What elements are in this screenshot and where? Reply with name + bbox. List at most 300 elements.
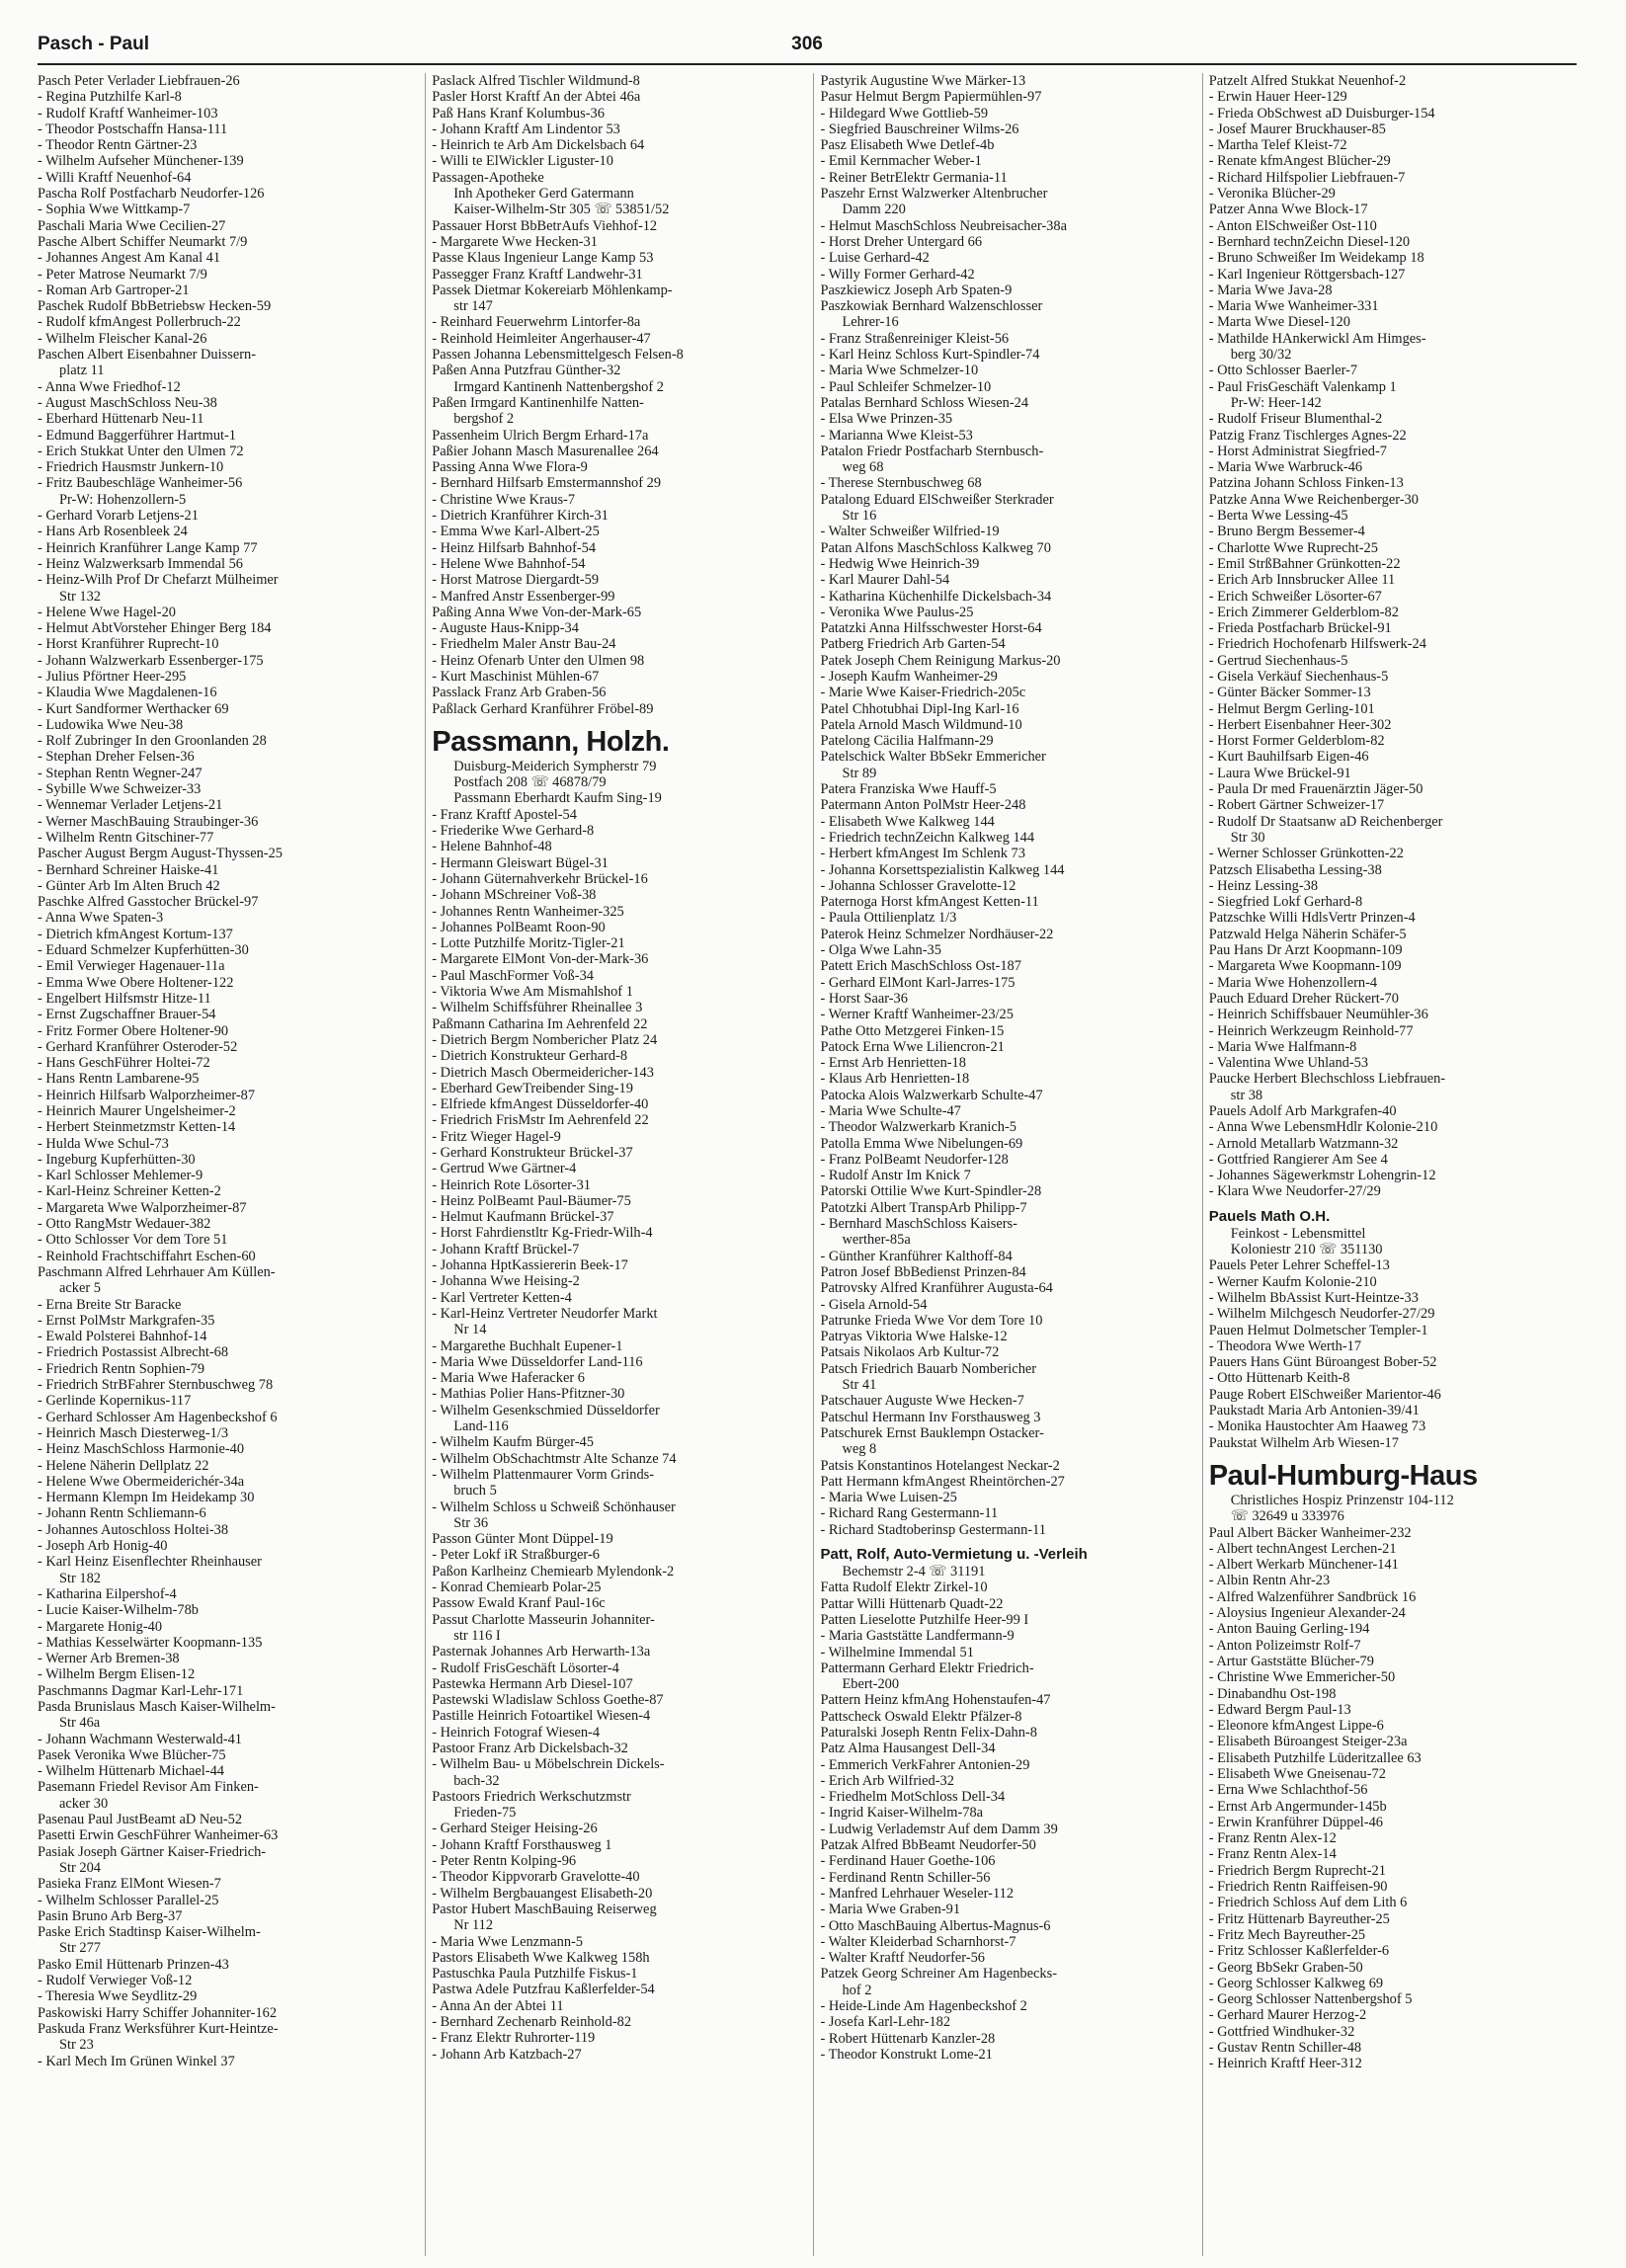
entry: - Karl Vertreter Ketten-4 [432,1289,572,1306]
entry: - Friedrich Postassist Albrecht-68 [38,1344,229,1361]
entry: - Heinrich Masch Diesterweg-1/3 [38,1424,229,1441]
entry: - Eberhard GewTreibender Sing-19 [432,1080,633,1096]
entry: - Walter Kraftf Neudorfer-56 [820,1950,985,1967]
entry: Pauen Helmut Dolmetscher Templer-1 [1208,1322,1428,1338]
entry: - Johannes PolBeamt Roon-90 [432,919,606,935]
entry: - Ernst PolMstr Markgrafen-35 [38,1312,215,1329]
entry: - Rudolf Kraftf Wanheimer-103 [38,105,218,122]
entry: Patalas Bernhard Schloss Wiesen-24 [820,394,1029,411]
entry: - Heinrich Maurer Ungelsheimer-2 [38,1103,236,1119]
entry: - Friedrich Schloss Auf dem Lith 6 [1208,1895,1408,1911]
entry: - Johannes Rentn Wanheimer-325 [432,903,624,920]
entry: - Franz Rentn Alex-12 [1208,1830,1337,1847]
entry: Pasche Albert Schiffer Neumarkt 7/9 [38,233,248,250]
entry-continuation: Str 46a [59,1715,101,1732]
running-head: Pasch - Paul [38,34,149,54]
entry: - Veronika Blücher-29 [1208,186,1336,202]
entry: Patera Franziska Wwe Hauff-5 [820,781,997,798]
entry: - Berta Wwe Lessing-45 [1208,508,1348,525]
entry: Patsch Friedrich Bauarb Nombericher [820,1360,1037,1377]
entry: - Elisabeth Wwe Gneisenau-72 [1208,1765,1386,1782]
entry: - Bernhard MaschSchloss Kaisers- [820,1216,1017,1233]
entry: - Horst Fahrdienstltr Kg-Friedr-Wilh-4 [432,1225,653,1242]
entry: - Werner Schlosser Grünkotten-22 [1208,846,1404,862]
entry: - Wilhelm Bergm Elisen-12 [38,1666,196,1683]
entry-continuation: Str 277 [59,1940,101,1957]
entry: - Otto Schlosser Vor dem Tore 51 [38,1232,228,1249]
entry-continuation: str 116 I [453,1627,501,1644]
entry: - Theodor Rentn Gärtner-23 [38,137,198,154]
entry: - Hermann Gleiswart Bügel-31 [432,854,609,871]
entry: - Horst Dreher Untergard 66 [820,233,983,250]
entry: - Paul Schleifer Schmelzer-10 [820,378,992,395]
entry: Passow Ewald Kranf Paul-16c [432,1595,606,1612]
entry: - Fritz Schlosser Kaßlerfelder-6 [1208,1943,1390,1960]
entry: - Bruno Schweißer Im Weidekamp 18 [1208,250,1424,267]
entry-continuation: Str 23 [59,2037,94,2054]
entry: - Rudolf Verwieger Voß-12 [38,1973,193,1989]
entry-continuation: Pr-W: Heer-142 [1230,394,1322,411]
entry: - Friedrich Rentn Raiffeisen-90 [1208,1879,1388,1896]
entry: Pascher August Bergm August-Thyssen-25 [38,846,283,862]
entry: Patzina Johann Schloss Finken-13 [1208,475,1404,492]
entry: - Martha Telef Kleist-72 [1208,137,1347,154]
entry: Pastyrik Augustine Wwe Märker-13 [820,73,1026,89]
entry: Patten Lieselotte Putzhilfe Heer-99 I [820,1611,1029,1628]
entry: Pasek Veronika Wwe Blücher-75 [38,1746,226,1763]
entry: - Paula Dr med Frauenärztin Jäger-50 [1208,781,1423,798]
entry: - Rolf Zubringer In den Groonlanden 28 [38,733,267,750]
entry: Paschek Rudolf BbBetriebsw Hecken-59 [38,298,272,315]
page-header [38,30,1577,65]
entry: - Gisela Arnold-54 [820,1296,928,1313]
entry: - Karl Schlosser Mehlemer-9 [38,1168,203,1184]
entry: - Valentina Wwe Uhland-53 [1208,1055,1369,1072]
entry: - Fritz Mech Bayreuther-25 [1208,1926,1366,1943]
entry: - Bernhard technZeichn Diesel-120 [1208,233,1411,250]
entry: Patzke Anna Wwe Reichenberger-30 [1208,491,1419,508]
entry: Paul Albert Bäcker Wanheimer-232 [1208,1524,1412,1541]
entry-continuation: bach-32 [453,1772,500,1789]
entry: Patolla Emma Wwe Nibelungen-69 [820,1135,1023,1152]
entry: Paßlack Gerhard Kranführer Fröbel-89 [432,700,654,717]
entry: - Maria Wwe Halfmann-8 [1208,1038,1357,1055]
entry: - Gottfried Rangierer Am See 4 [1208,1151,1388,1168]
entry: - Christine Wwe Kraus-7 [432,491,576,508]
entry: Paukstadt Maria Arb Antonien-39/41 [1208,1403,1420,1419]
entry: - Karl Maurer Dahl-54 [820,572,950,589]
entry: - Wilhelm BbAssist Kurt-Heintze-33 [1208,1289,1419,1306]
entry-continuation: Duisburg-Meiderich Sympherstr 79 [453,758,657,774]
entry: Paschmanns Dagmar Karl-Lehr-171 [38,1682,244,1699]
entry: Pau Hans Dr Arzt Koopmann-109 [1208,942,1403,959]
entry-continuation: Bechemstr 2-4 ☏ 31191 [842,1564,986,1580]
entry: Pauch Eduard Dreher Rückert-70 [1208,990,1399,1007]
entry: - Dietrich Bergm Nombericher Platz 24 [432,1031,658,1048]
entry: - Werner MaschBauing Straubinger-36 [38,813,259,830]
entry: - Johanna Schlosser Gravelotte-12 [820,877,1016,894]
entry: Patzig Franz Tischlerges Agnes-22 [1208,427,1407,444]
entry: Pastoors Friedrich Werkschutzmstr [432,1788,631,1805]
entry-continuation: Str 89 [842,765,877,781]
entry: Pastewski Wladislaw Schloss Goethe-87 [432,1692,664,1709]
entry-continuation: Str 132 [59,588,101,605]
entry: - Otto RangMstr Wedauer-382 [38,1216,211,1233]
entry: Patan Alfons MaschSchloss Kalkweg 70 [820,539,1051,556]
entry: - Friederike Wwe Gerhard-8 [432,823,595,840]
entry: Patberg Friedrich Arb Garten-54 [820,636,1006,653]
entry: - Erich Schweißer Lösorter-67 [1208,588,1382,605]
entry: - Maria Wwe Warbruck-46 [1208,459,1363,476]
entry: - Fritz Wieger Hagel-9 [432,1128,561,1145]
entry-continuation: Inh Apotheker Gerd Gatermann [453,186,634,202]
entry: - Robert Gärtner Schweizer-17 [1208,797,1385,814]
column-2 [425,73,799,2256]
entry: - Franz Straßenreiniger Kleist-56 [820,330,1010,347]
entry: - Maria Wwe Luisen-25 [820,1490,957,1506]
entry: Patelong Cäcilia Halfmann-29 [820,733,994,750]
entry: Patatzki Anna Hilfsschwester Horst-64 [820,620,1042,637]
entry: Pastuschka Paula Putzhilfe Fiskus-1 [432,1966,638,1983]
entry: - Gerlinde Kopernikus-117 [38,1393,192,1410]
entry: - Herbert Steinmetzmstr Ketten-14 [38,1119,236,1136]
entry: - Manfred Lehrhauer Weseler-112 [820,1885,1015,1902]
entry: - Helene Wwe Hagel-20 [38,604,176,620]
entry: Paternoga Horst kfmAngest Ketten-11 [820,894,1039,911]
entry: - Rudolf Friseur Blumenthal-2 [1208,411,1383,428]
entry: - Siegfried Lokf Gerhard-8 [1208,894,1363,911]
entry: - Anton ElSchweißer Ost-110 [1208,217,1377,234]
entry: Patt Hermann kfmAngest Rheintörchen-27 [820,1473,1065,1490]
entry: - Heinrich Kraftf Heer-312 [1208,2056,1362,2072]
entry: Pascha Rolf Postfacharb Neudorfer-126 [38,186,265,202]
entry: - Gertrud Siechenhaus-5 [1208,652,1348,669]
entry: Passe Klaus Ingenieur Lange Kamp 53 [432,250,654,267]
entry: Paschmann Alfred Lehrhauer Am Küllen- [38,1263,276,1280]
entry: - Georg Schlosser Kalkweg 69 [1208,1975,1384,1991]
entry: - Maria Wwe Schulte-47 [820,1103,961,1119]
entry: - Gisela Verkäuf Siechenhaus-5 [1208,668,1389,685]
entry: Patzak Alfred BbBeamt Neudorfer-50 [820,1837,1036,1854]
entry: - Wilhelm Kaufm Bürger-45 [432,1434,594,1451]
entry: - Julius Pförtner Heer-295 [38,668,187,685]
entry: - Reinhold Frachtschiffahrt Eschen-60 [38,1248,256,1264]
entry: Patela Arnold Masch Wildmund-10 [820,716,1022,733]
entry: - Georg Schlosser Nattenbergshof 5 [1208,1991,1413,2008]
entry: - Erna Wwe Schlachthof-56 [1208,1782,1368,1799]
entry: - Helene Näherin Dellplatz 22 [38,1457,209,1474]
entry: - Johann Walzwerkarb Essenberger-175 [38,652,264,669]
entry: - Johann Rentn Schliemann-6 [38,1505,206,1522]
entry: - Albert technAngest Lerchen-21 [1208,1540,1397,1557]
entry: Pauels Peter Lehrer Scheffel-13 [1208,1257,1390,1274]
entry: - Kurt Bauhilfsarb Eigen-46 [1208,749,1369,766]
entry: - Maria Wwe Lenzmann-5 [432,1933,584,1950]
entry: - Klaudia Wwe Magdalenen-16 [38,685,217,701]
entry: Paskuda Franz Werksführer Kurt-Heintze- [38,2020,279,2037]
entry-continuation: Koloniestr 210 ☏ 351130 [1230,1242,1383,1258]
entry: Passagen-Apotheke [432,169,544,186]
entry: - Frieda Postfacharb Brückel-91 [1208,620,1392,637]
entry: - Renate kfmAngest Blücher-29 [1208,153,1391,170]
entry-bold: Pauels Math O.H. [1208,1207,1331,1225]
entry: - Ferdinand Rentn Schiller-56 [820,1869,991,1886]
entry-continuation: str 38 [1230,1087,1263,1103]
entry: - Ernst Arb Angermunder-145b [1208,1798,1387,1815]
entry: - Friedrich FrisMstr Im Aehrenfeld 22 [432,1112,649,1129]
entry: - Josef Maurer Bruckhauser-85 [1208,121,1386,137]
entry: - Joseph Kaufm Wanheimer-29 [820,668,998,685]
entry: Pasch Peter Verlader Liebfrauen-26 [38,73,240,89]
entry: Patrunke Frieda Wwe Vor dem Tore 10 [820,1312,1043,1329]
entry: - Gerhard Maurer Herzog-2 [1208,2007,1367,2024]
entry: - Rudolf Dr Staatsanw aD Reichenberger [1208,813,1443,830]
entry: - Werner Kraftf Wanheimer-23/25 [820,1007,1014,1023]
entry: - Bernhard Schreiner Haiske-41 [38,861,219,878]
entry-continuation: Kaiser-Wilhelm-Str 305 ☏ 53851/52 [453,202,670,218]
entry: - Bernhard Hilfsarb Emstermannshof 29 [432,475,662,492]
entry: - Dietrich kfmAngest Kortum-137 [38,926,233,942]
entry: - Horst Administrat Siegfried-7 [1208,443,1387,459]
entry: - Bernhard Zechenarb Reinhold-82 [432,2014,632,2031]
entry-continuation: Str 30 [1230,829,1265,846]
entry: - Margarete ElMont Von-der-Mark-36 [432,951,649,968]
entry: - Rudolf kfmAngest Pollerbruch-22 [38,314,241,331]
entry: Patzwald Helga Näherin Schäfer-5 [1208,926,1407,942]
entry: - Katharina Eilpershof-4 [38,1585,177,1602]
entry: - Anna Wwe LebensmHdlr Kolonie-210 [1208,1119,1438,1136]
entry: Patett Erich MaschSchloss Ost-187 [820,958,1021,975]
entry-continuation: Str 182 [59,1570,101,1586]
entry: - Werner Arb Bremen-38 [38,1651,180,1667]
entry: - Klaus Arb Henrietten-18 [820,1071,970,1088]
entry: - Werner Kaufm Kolonie-210 [1208,1273,1377,1290]
entry: Patz Alma Hausangest Dell-34 [820,1741,996,1757]
entry: - Heinz Hilfsarb Bahnhof-54 [432,539,597,556]
entry: - Anton Polizeimstr Rolf-7 [1208,1637,1361,1654]
entry: Paterok Heinz Schmelzer Nordhäuser-22 [820,926,1054,942]
entry: - Monika Haustochter Am Haaweg 73 [1208,1418,1426,1435]
entry: - Anna An der Abtei 11 [432,1997,564,2014]
entry: - Johann Kraftf Am Lindentor 53 [432,121,620,137]
entry: - Paul FrisGeschäft Valenkamp 1 [1208,378,1397,395]
entry: - Hulda Wwe Schul-73 [38,1135,169,1152]
entry: - Ernst Zugschaffner Brauer-54 [38,1007,216,1023]
entry: - Johannes Angest Am Kanal 41 [38,250,221,267]
entry: Paschali Maria Wwe Cecilien-27 [38,217,226,234]
entry: - Johanna HptKassiererin Beek-17 [432,1257,628,1274]
entry: - Aloysius Ingenieur Alexander-24 [1208,1605,1406,1622]
entry: - Heinrich Hilfsarb Walporzheimer-87 [38,1087,256,1103]
entry-continuation: Nr 112 [453,1917,494,1934]
entry: Paschke Alfred Gasstocher Brückel-97 [38,894,259,911]
entry: Paß Hans Kranf Kolumbus-36 [432,105,605,122]
entry: - Helene Wwe Obermeiderichér-34a [38,1473,245,1490]
entry-heading: Passmann, Holzh. [432,725,670,758]
entry: - Katharina Küchenhilfe Dickelsbach-34 [820,588,1052,605]
entry: - Wilhelm Milchgesch Neudorfer-27/29 [1208,1306,1435,1323]
entry: - Richard Stadtoberinsp Gestermann-11 [820,1521,1046,1538]
entry: - Marta Wwe Diesel-120 [1208,314,1350,331]
entry: Pasternak Johannes Arb Herwarth-13a [432,1644,651,1660]
entry: Passut Charlotte Masseurin Johanniter- [432,1611,655,1628]
column-3 [813,73,1187,2256]
entry: - Theresia Wwe Seydlitz-29 [38,1988,198,2005]
entry: - Theodor Konstrukt Lome-21 [820,2046,993,2063]
entry: Patocka Alois Walzwerkarb Schulte-47 [820,1087,1043,1103]
entry: - Mathias Kesselwärter Koopmann-135 [38,1634,263,1651]
entry: - Emma Wwe Obere Holtener-122 [38,974,234,991]
entry: - Edmund Baggerführer Hartmut-1 [38,427,237,444]
entry: - Olga Wwe Lahn-35 [820,942,941,959]
entry: Paskowiski Harry Schiffer Johanniter-162 [38,2004,278,2021]
entry: - Josefa Karl-Lehr-182 [820,2014,951,2031]
entry: Pastwa Adele Putzfrau Kaßlerfelder-54 [432,1982,655,1998]
entry: Paszehr Ernst Walzwerker Altenbrucher [820,186,1048,202]
entry: - Sybille Wwe Schweizer-33 [38,781,202,798]
entry: - Friedrich Hausmstr Junkern-10 [38,459,224,476]
entry: - Heinz PolBeamt Paul-Bäumer-75 [432,1192,631,1209]
entry: Passegger Franz Kraftf Landwehr-31 [432,266,643,283]
entry: Patschul Hermann Inv Forsthausweg 3 [820,1409,1041,1425]
entry: - Emil Kernmacher Weber-1 [820,153,982,170]
entry: - Dietrich Kranführer Kirch-31 [432,508,609,525]
columns [38,73,1577,2256]
entry: - Otto MaschBauing Albertus-Magnus-6 [820,1917,1051,1934]
entry: - Heinrich Kranführer Lange Kamp 77 [38,539,258,556]
entry: - August MaschSchloss Neu-38 [38,394,217,411]
entry: - Ernst Arb Henrietten-18 [820,1055,966,1072]
entry: - Hans GeschFührer Holtei-72 [38,1055,210,1072]
entry: - Hermann Klempn Im Heidekamp 30 [38,1490,255,1506]
entry: - Veronika Wwe Paulus-25 [820,604,974,620]
entry: - Heide-Linde Am Hagenbeckshof 2 [820,1998,1027,2015]
entry: - Lucie Kaiser-Wilhelm-78b [38,1602,199,1619]
entry: Patermann Anton PolMstr Heer-248 [820,797,1026,814]
entry: - Erwin Kranführer Düppel-46 [1208,1814,1383,1830]
entry: - Viktoria Wwe Am Mismahlshof 1 [432,984,633,1001]
entry: - Wilhelm Schloss u Schweiß Schönhauser [432,1498,676,1515]
entry: - Anna Wwe Friedhof-12 [38,378,181,395]
entry: - Karl Mech Im Grünen Winkel 37 [38,2053,235,2069]
entry: - Elisabeth Wwe Kalkweg 144 [820,813,995,830]
entry: Patron Josef BbBedienst Prinzen-84 [820,1263,1026,1280]
entry: Passen Johanna Lebensmittelgesch Felsen-8 [432,347,684,364]
entry: - Helmut Bergm Gerling-101 [1208,700,1375,717]
entry: - Richard Rang Gestermann-11 [820,1505,999,1522]
entry: - Ewald Polsterei Bahnhof-14 [38,1329,207,1345]
entry: - Margarete Wwe Hecken-31 [432,233,598,250]
entry: - Gerhard Kranführer Osteroder-52 [38,1038,238,1055]
entry: - Maria Wwe Schmelzer-10 [820,363,979,379]
entry: - Konrad Chemiearb Polar-25 [432,1580,602,1596]
entry: Pasiak Joseph Gärtner Kaiser-Friedrich- [38,1843,267,1860]
entry: Paßmann Catharina Im Aehrenfeld 22 [432,1015,648,1032]
entry-continuation: berg 30/32 [1230,347,1292,364]
entry-continuation: Nr 14 [453,1322,487,1338]
entry: - Margarete Honig-40 [38,1618,163,1635]
entry: - Theodor Walzwerkarb Kranich-5 [820,1119,1016,1136]
entry: Pasemann Friedel Revisor Am Finken- [38,1779,259,1796]
entry: Pattar Willi Hüttenarb Quadt-22 [820,1595,1004,1612]
entry: - Helmut Kaufmann Brückel-37 [432,1209,614,1226]
entry: - Helmut AbtVorsteher Ehinger Berg 184 [38,620,272,637]
entry: - Johannes Autoschloss Holtei-38 [38,1521,229,1538]
entry: Paszkiewicz Joseph Arb Spaten-9 [820,282,1013,298]
entry: Fatta Rudolf Elektr Zirkel-10 [820,1580,988,1596]
entry: - Maria Wwe Haferacker 6 [432,1370,585,1387]
entry: - Gerhard Schlosser Am Hagenbeckshof 6 [38,1409,278,1425]
entry: - Stephan Rentn Wegner-247 [38,765,203,781]
entry: Pathe Otto Metzgerei Finken-15 [820,1022,1005,1039]
entry: - Ingrid Kaiser-Wilhelm-78a [820,1805,984,1822]
entry: - Walter Kleiderbad Scharnhorst-7 [820,1933,1016,1950]
entry: Patalong Eduard ElSchweißer Sterkrader [820,491,1054,508]
entry: - Charlotte Wwe Ruprecht-25 [1208,539,1378,556]
entry: - Horst Former Gelderblom-82 [1208,733,1385,750]
entry: Pasin Bruno Arb Berg-37 [38,1907,183,1924]
entry-continuation: str 147 [453,298,493,315]
entry: Pastoor Franz Arb Dickelsbach-32 [432,1740,628,1756]
entry: - Richard Hilfspolier Liebfrauen-7 [1208,169,1406,186]
entry: Pastewka Hermann Arb Diesel-107 [432,1675,633,1692]
entry: - Engelbert Hilfsmstr Hitze-11 [38,990,211,1007]
entry: - Robert Hüttenarb Kanzler-28 [820,2030,996,2047]
entry: Pasko Emil Hüttenarb Prinzen-43 [38,1956,229,1973]
entry: - Friedrich Bergm Ruprecht-21 [1208,1862,1386,1879]
entry: - Emil Verwieger Hagenauer-11a [38,958,225,975]
entry: - Gottfried Windhuker-32 [1208,2023,1355,2040]
entry-continuation: Christliches Hospiz Prinzenstr 104-112 [1230,1492,1454,1508]
entry: - Wilhelm Schlosser Parallel-25 [38,1892,219,1908]
entry: Passenheim Ulrich Bergm Erhard-17a [432,427,649,444]
entry: - Artur Gaststätte Blücher-79 [1208,1653,1374,1669]
entry: - Maria Wwe Hohenzollern-4 [1208,974,1378,991]
entry: Passon Günter Mont Düppel-19 [432,1531,613,1548]
entry: Patrovsky Alfred Kranführer Augusta-64 [820,1280,1053,1297]
entry: - Maria Wwe Düsseldorfer Land-116 [432,1353,643,1370]
entry: - Willy Former Gerhard-42 [820,266,975,283]
entry: - Wilhelm Fleischer Kanal-26 [38,330,207,347]
entry: Pasz Elisabeth Wwe Detlef-4b [820,137,995,154]
entry: Passing Anna Wwe Flora-9 [432,459,588,476]
entry: Paturalski Joseph Rentn Felix-Dahn-8 [820,1724,1037,1741]
entry: - Klara Wwe Neudorfer-27/29 [1208,1183,1381,1200]
entry: - Kurt Maschinist Mühlen-67 [432,668,600,685]
entry: - Alfred Walzenführer Sandbrück 16 [1208,1588,1417,1605]
entry: - Mathilde HAnkerwickl Am Himges- [1208,330,1426,347]
entry: - Lotte Putzhilfe Moritz-Tigler-21 [432,935,625,952]
entry: - Margarethe Buchhalt Eupener-1 [432,1337,623,1354]
entry-continuation: Passmann Eberhardt Kaufm Sing-19 [453,790,662,807]
entry: Pastors Elisabeth Wwe Kalkweg 158h [432,1949,650,1966]
entry: - Gerhard Konstrukteur Brückel-37 [432,1145,633,1161]
entry: Patryas Viktoria Wwe Halske-12 [820,1329,1008,1345]
entry: - Hedwig Wwe Heinrich-39 [820,555,980,572]
entry-continuation: werther-85a [842,1232,911,1249]
entry: - Emmerich VerkFahrer Antonien-29 [820,1756,1030,1773]
entry: - Arnold Metallarb Watzmann-32 [1208,1135,1399,1152]
entry: - Helene Bahnhof-48 [432,839,552,855]
entry: Pasenau Paul JustBeamt aD Neu-52 [38,1812,243,1828]
entry: - Fritz Former Obere Holtener-90 [38,1022,229,1039]
entry: - Theodora Wwe Werth-17 [1208,1337,1362,1354]
entry: - Elsa Wwe Prinzen-35 [820,411,953,428]
entry: - Marianna Wwe Kleist-53 [820,427,973,444]
entry: - Friedrich technZeichn Kalkweg 144 [820,829,1035,846]
entry: - Franz Kraftf Apostel-54 [432,806,577,823]
entry: Patzelt Alfred Stukkat Neuenhof-2 [1208,73,1407,89]
